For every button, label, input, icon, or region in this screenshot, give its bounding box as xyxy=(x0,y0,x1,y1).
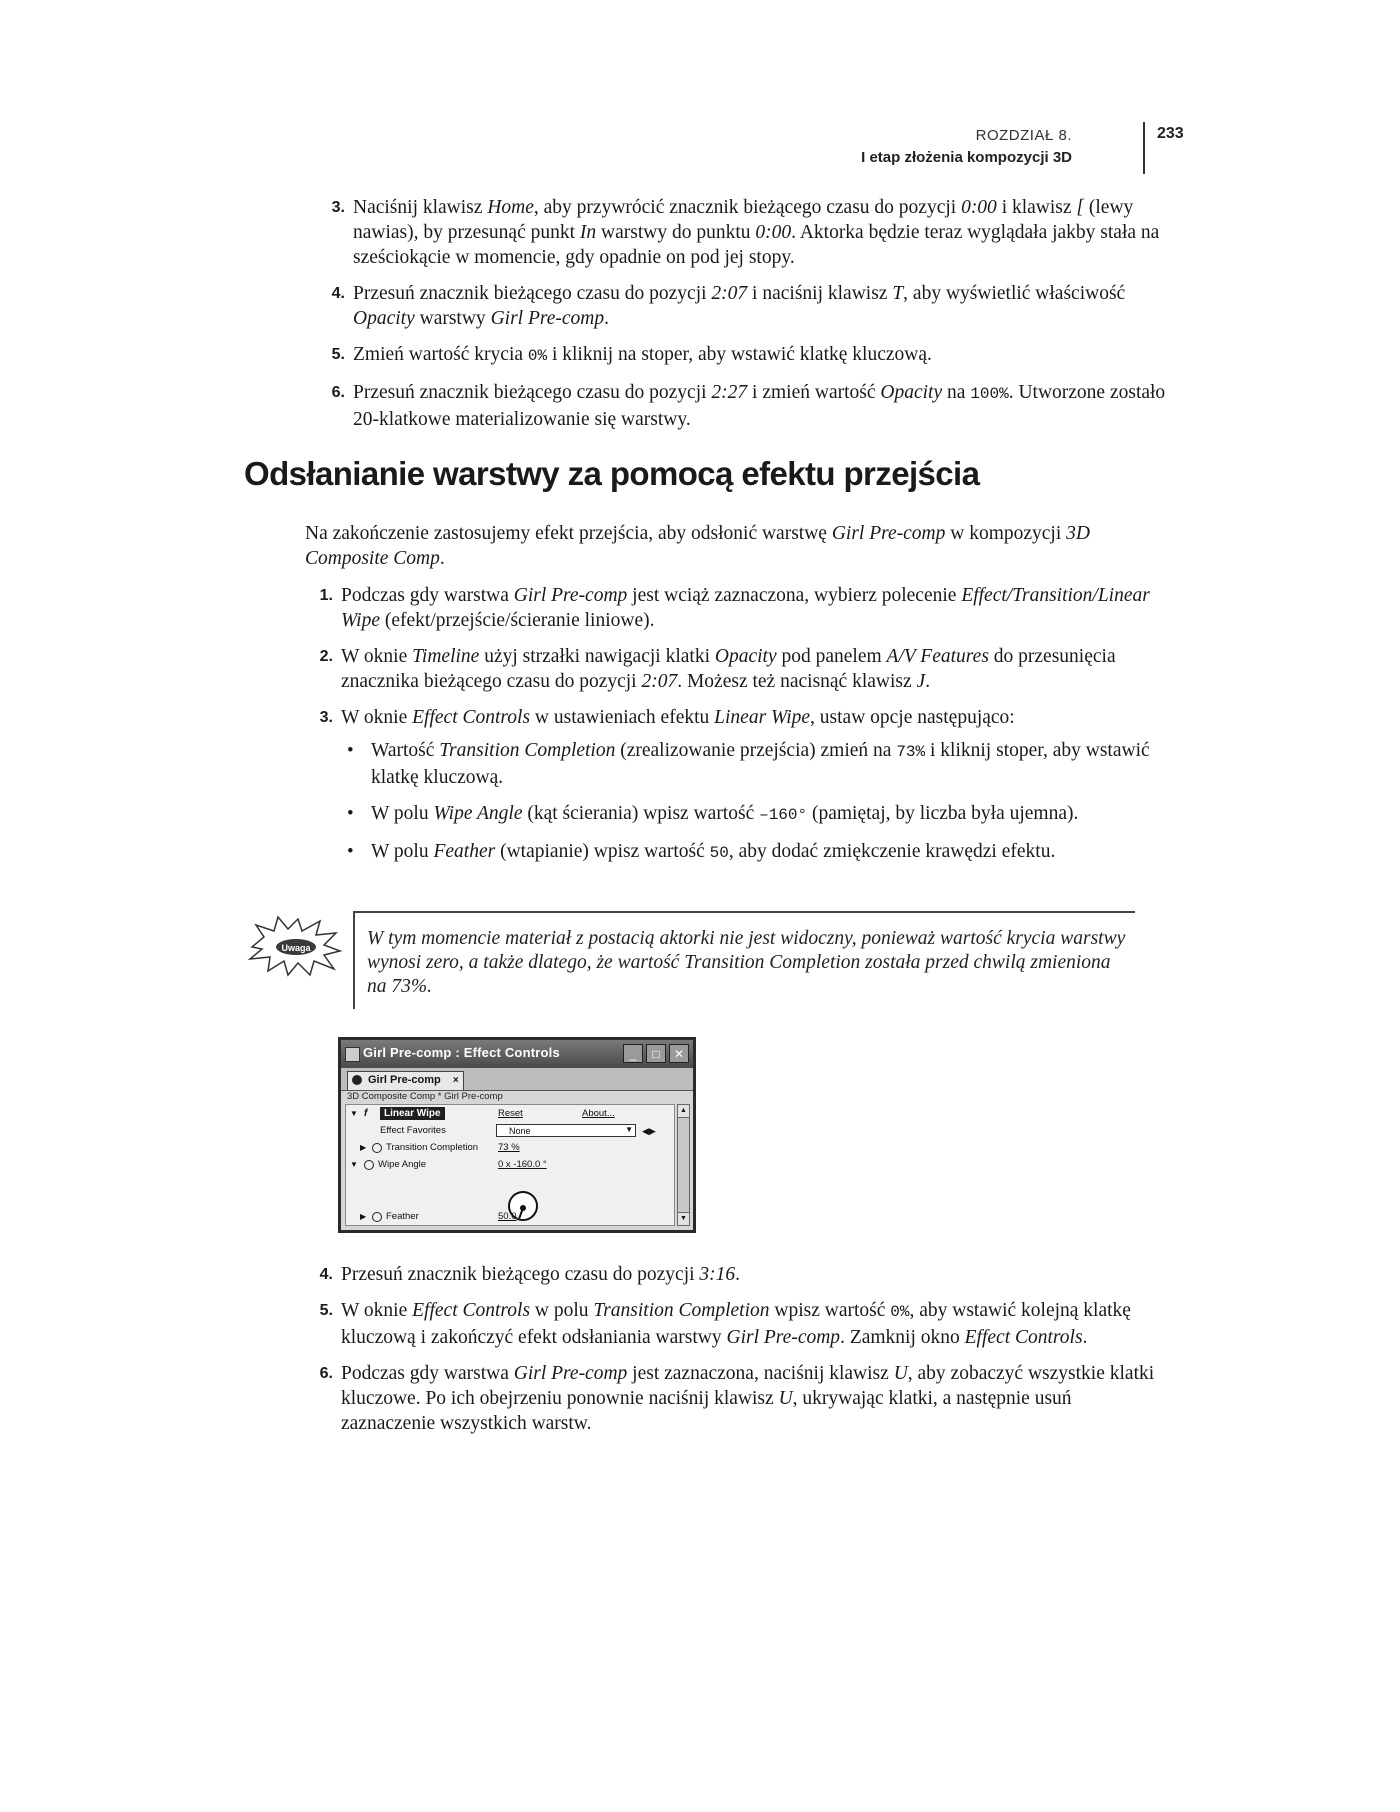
italic-term: Opacity xyxy=(353,308,415,329)
warning-note xyxy=(353,911,1135,1009)
steps-list-bottom xyxy=(305,1262,1160,1447)
step-number: 3. xyxy=(319,709,333,726)
bullet-item xyxy=(341,839,1160,866)
text-run: , ukrywając klatki, a następnie usuń zaznaczenie wszystkich warstw. xyxy=(341,1388,1072,1434)
step-item xyxy=(305,644,1160,694)
italic-term: Opacity xyxy=(714,646,777,667)
italic-term: In xyxy=(579,222,597,243)
text-run: i klawisz xyxy=(996,197,1077,218)
close-icon[interactable]: ✕ xyxy=(669,1044,689,1063)
effect-controls-window xyxy=(338,1037,696,1233)
step-item xyxy=(317,281,1167,331)
italic-term: Transition Completion xyxy=(593,1300,770,1321)
feather-label: Feather xyxy=(386,1211,419,1222)
bullet-item xyxy=(341,801,1160,828)
effect-controls-panel xyxy=(345,1104,675,1226)
text-run: Przesuń znacznik bieżącego czasu do pozycji xyxy=(353,382,712,403)
value-literal: 100% xyxy=(970,385,1009,403)
feather-value[interactable]: 50.0 xyxy=(498,1211,517,1222)
stopwatch-icon[interactable] xyxy=(372,1212,382,1222)
step-item xyxy=(305,583,1160,633)
text-run: , aby dodać zmiękczenie krawędzi efektu. xyxy=(728,841,1056,862)
minimize-icon[interactable]: _ xyxy=(623,1044,643,1063)
effect-favorites-label: Effect Favorites xyxy=(380,1125,446,1136)
text-run: do przesunięcia znacznika bieżącego czasu do pozycji xyxy=(341,646,1116,692)
text-run: . Zamknij okno xyxy=(840,1327,965,1348)
tab-close-icon[interactable]: × xyxy=(452,1075,459,1086)
italic-term: Linear Wipe xyxy=(714,707,811,728)
step-text xyxy=(341,1264,740,1285)
text-run: Przesuń znacznik bieżącego czasu do pozycji xyxy=(353,283,712,304)
text-run: W polu xyxy=(371,803,434,824)
wipe-angle-row xyxy=(346,1157,674,1173)
step-item xyxy=(317,380,1167,432)
step-text xyxy=(341,585,1150,631)
header-divider xyxy=(1143,122,1145,174)
italic-term: Transition Completion xyxy=(439,740,616,761)
text-run: (lewy nawias), by przesunąć punkt xyxy=(353,197,1134,243)
step-text xyxy=(353,382,1165,430)
step-text xyxy=(353,283,1125,329)
effect-favorites-value: None xyxy=(509,1126,531,1136)
reset-link[interactable]: Reset xyxy=(498,1108,523,1119)
stopwatch-icon[interactable] xyxy=(364,1160,374,1170)
effect-name: Linear Wipe xyxy=(380,1107,445,1120)
text-run: użyj strzałki nawigacji klatki xyxy=(479,646,715,667)
chevron-down-icon: ▼ xyxy=(625,1125,633,1134)
italic-term: Girl Pre-comp xyxy=(513,1363,628,1384)
app-icon xyxy=(345,1047,360,1062)
value-literal: 0% xyxy=(527,347,548,365)
text-run: i kliknij na stoper, aby wstawić klatkę kluczową. xyxy=(547,344,932,365)
text-run: Zmień wartość krycia xyxy=(353,344,528,365)
layer-icon xyxy=(352,1075,362,1085)
stopwatch-icon[interactable] xyxy=(372,1143,382,1153)
italic-term: J xyxy=(916,671,926,692)
italic-term: Girl Pre-comp xyxy=(831,523,946,544)
chapter-label: ROZDZIAŁ 8. xyxy=(975,127,1072,144)
text-run: warstwy xyxy=(414,308,491,329)
value-literal: 50 xyxy=(709,844,729,862)
italic-term: Opacity xyxy=(880,382,943,403)
text-run: Wartość xyxy=(371,740,440,761)
window-title: Girl Pre-comp : Effect Controls xyxy=(363,1045,560,1060)
text-run: warstwy do punktu xyxy=(596,222,756,243)
step-number: 4. xyxy=(331,285,345,302)
tab-girl-pre-comp[interactable] xyxy=(347,1071,464,1090)
steps-list-top xyxy=(317,195,1167,443)
italic-term: Effect/Transition/Linear Wipe xyxy=(341,585,1150,631)
text-run: (pamiętaj, by liczba była ujemna). xyxy=(807,803,1079,824)
text-run: jest wciąż zaznaczona, wybierz polecenie xyxy=(627,585,962,606)
warning-icon-label: Uwaga xyxy=(281,943,311,953)
italic-term: Effect Controls xyxy=(412,1300,531,1321)
text-run: W oknie xyxy=(341,1300,413,1321)
warning-note-icon xyxy=(244,915,344,979)
value-literal: 0% xyxy=(890,1303,910,1321)
text-run: Podczas gdy warstwa xyxy=(341,1363,514,1384)
step-number: 6. xyxy=(331,384,345,401)
italic-term: 0:00 xyxy=(755,222,792,243)
effect-row-linear-wipe xyxy=(346,1106,674,1122)
text-run: i kliknij stoper, aby wstawić klatkę kluczową. xyxy=(371,740,1150,788)
text-run: . xyxy=(604,308,609,329)
about-link[interactable]: About... xyxy=(582,1108,615,1119)
warning-note-text: W tym momencie materiał z postacią aktorki nie jest widoczny, ponieważ wartość krycia warstwy wynosi zero, a także dlatego, że wartość Transition Completion została przed chwilą zmieniona na 73%. xyxy=(367,928,1126,997)
step-text xyxy=(341,646,1116,692)
twirl-open-icon[interactable]: ▼ xyxy=(350,1160,358,1169)
transition-completion-row xyxy=(346,1140,674,1156)
italic-term: A/V Features xyxy=(886,646,989,667)
text-run: , aby zobaczyć wszystkie klatki kluczowe. Po ich obejrzeniu ponownie naciśnij klawisz xyxy=(341,1363,1155,1409)
transition-completion-value[interactable]: 73 % xyxy=(498,1142,520,1153)
effect-controls-titlebar xyxy=(341,1040,693,1068)
italic-term: 2:27 xyxy=(711,382,748,403)
text-run: W oknie xyxy=(341,646,413,667)
step-item xyxy=(317,195,1167,270)
effect-favorites-row xyxy=(346,1123,674,1139)
text-run: (kąt ścierania) wpisz wartość xyxy=(522,803,760,824)
text-run: wpisz wartość xyxy=(769,1300,891,1321)
step-number: 2. xyxy=(319,648,333,665)
text-run: . xyxy=(735,1264,741,1285)
keyframe-nav-icon[interactable]: ◀▶ xyxy=(642,1126,656,1136)
step-text xyxy=(353,344,932,365)
text-run: . xyxy=(439,548,445,569)
text-run: . Utworzone zostało 20-klatkowe materializowanie się warstwy. xyxy=(353,382,1166,430)
text-run: pod panelem xyxy=(776,646,887,667)
italic-term: 2:07 xyxy=(711,283,748,304)
text-run: i zmień wartość xyxy=(747,382,881,403)
text-run: , aby przywrócić znacznik bieżącego czasu do pozycji xyxy=(533,197,962,218)
text-run: i naciśnij klawisz xyxy=(747,283,893,304)
tab-row xyxy=(341,1068,693,1091)
italic-term: Girl Pre-comp xyxy=(513,585,628,606)
step-text xyxy=(353,197,1159,268)
italic-term: Wipe Angle xyxy=(433,803,523,824)
step-number: 4. xyxy=(319,1266,333,1283)
italic-term: Effect Controls xyxy=(412,707,531,728)
scroll-down-icon[interactable]: ▼ xyxy=(678,1212,689,1225)
bullet-list xyxy=(341,738,1160,866)
step-text xyxy=(341,1300,1131,1348)
page-number: 233 xyxy=(1157,125,1184,142)
step-item xyxy=(317,342,1167,369)
wipe-angle-label: Wipe Angle xyxy=(378,1159,427,1170)
text-run: . xyxy=(1082,1327,1088,1348)
text-run: , aby wyświetlić właściwość xyxy=(903,283,1126,304)
text-run: w polu xyxy=(530,1300,594,1321)
text-run: . Aktorka będzie teraz wyglądała jakby stała na sześciokącie w momencie, gdy opadnie on pod jej stopy. xyxy=(353,222,1160,268)
italic-term: Feather xyxy=(433,841,496,862)
italic-term: Timeline xyxy=(412,646,480,667)
step-item xyxy=(305,1262,1160,1287)
italic-term: 3D Composite Comp xyxy=(305,523,1090,569)
step-text xyxy=(341,707,1015,728)
vertical-scrollbar[interactable] xyxy=(677,1104,690,1226)
text-run: , ustaw opcje następująco: xyxy=(810,707,1015,728)
scroll-up-icon[interactable]: ▲ xyxy=(678,1105,689,1118)
text-run: Naciśnij klawisz xyxy=(353,197,488,218)
section-heading: Odsłanianie warstwy za pomocą efektu przejścia xyxy=(244,455,980,492)
maximize-icon[interactable]: □ xyxy=(646,1044,666,1063)
text-run: Na zakończenie zastosujemy efekt przejścia, aby odsłonić warstwę xyxy=(305,523,832,544)
tab-label: Girl Pre-comp xyxy=(368,1074,441,1086)
italic-term: 2:07 xyxy=(641,671,678,692)
step-item xyxy=(305,1298,1160,1350)
twirl-closed-icon[interactable]: ▶ xyxy=(360,1143,367,1152)
text-run: , aby wstawić kolejną klatkę kluczową i zakończyć efekt odsłaniania warstwy xyxy=(341,1300,1131,1348)
step-number: 3. xyxy=(331,199,345,216)
value-literal: –160° xyxy=(759,806,808,824)
text-run: (wtapianie) wpisz wartość xyxy=(495,841,710,862)
chapter-title: I etap złożenia kompozycji 3D xyxy=(861,149,1072,166)
step-number: 6. xyxy=(319,1365,333,1382)
italic-term: U xyxy=(778,1388,793,1409)
text-run: . xyxy=(925,671,931,692)
text-run: Podczas gdy warstwa xyxy=(341,585,514,606)
italic-term: T xyxy=(892,283,904,304)
step-text xyxy=(341,1363,1154,1434)
step-number: 1. xyxy=(319,587,333,604)
step-number: 5. xyxy=(331,346,345,363)
steps-list-middle xyxy=(305,583,1160,877)
text-run: . Możesz też nacisnąć klawisz xyxy=(677,671,917,692)
running-header xyxy=(861,125,1072,169)
intro-paragraph xyxy=(305,521,1165,571)
italic-term: 3:16 xyxy=(699,1264,736,1285)
transition-completion-label: Transition Completion xyxy=(386,1142,479,1153)
effect-favorites-dropdown[interactable] xyxy=(496,1124,636,1137)
feather-row xyxy=(346,1209,674,1225)
italic-term: 0:00 xyxy=(961,197,997,218)
italic-term: U xyxy=(893,1363,908,1384)
wipe-angle-value[interactable]: 0 x -160.0 ° xyxy=(498,1159,547,1170)
breadcrumb: 3D Composite Comp * Girl Pre-comp xyxy=(347,1091,503,1102)
italic-term: Girl Pre-comp xyxy=(490,308,605,329)
text-run: Przesuń znacznik bieżącego czasu do pozycji xyxy=(341,1264,700,1285)
step-number: 5. xyxy=(319,1302,333,1319)
text-run: jest zaznaczona, naciśnij klawisz xyxy=(627,1363,894,1384)
bullet-item xyxy=(341,738,1160,790)
twirl-open-icon[interactable]: ▼ xyxy=(350,1109,358,1118)
text-run: w ustawieniach efektu xyxy=(530,707,715,728)
italic-term: Home xyxy=(487,197,534,218)
italic-term: [ xyxy=(1076,197,1085,218)
text-run: W oknie xyxy=(341,707,413,728)
text-run: (efekt/przejście/ścieranie liniowe). xyxy=(380,610,655,631)
italic-term: Effect Controls xyxy=(964,1327,1083,1348)
value-literal: 73% xyxy=(896,743,926,761)
italic-term: Girl Pre-comp xyxy=(726,1327,841,1348)
step-item xyxy=(305,705,1160,866)
text-run: na xyxy=(942,382,971,403)
text-run: W polu xyxy=(371,841,434,862)
fx-icon[interactable]: f xyxy=(364,1108,368,1119)
step-item xyxy=(305,1361,1160,1436)
text-run: (zrealizowanie przejścia) zmień na xyxy=(615,740,897,761)
text-run: w kompozycji xyxy=(945,523,1067,544)
twirl-closed-icon[interactable]: ▶ xyxy=(360,1212,367,1221)
